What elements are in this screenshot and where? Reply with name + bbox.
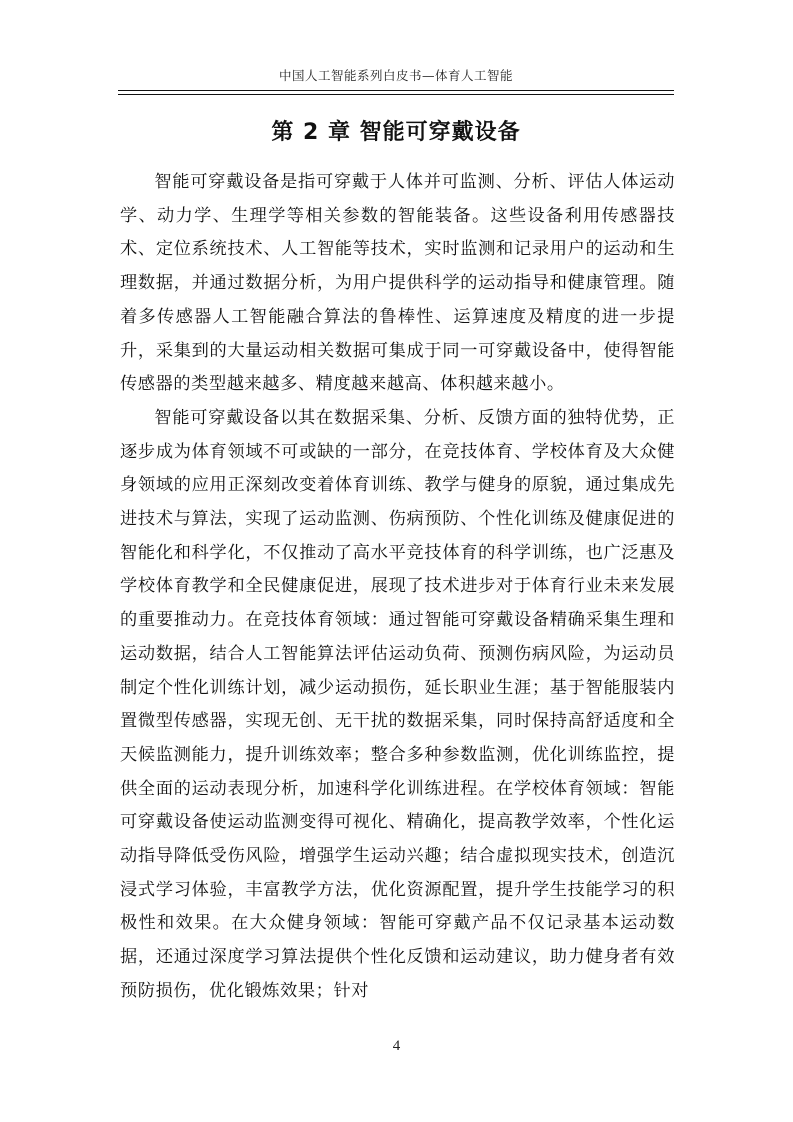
chapter-title: 第 2 章 智能可穿戴设备 [271,120,521,145]
body-text [120,166,675,1009]
page-number: 4 [392,1038,401,1054]
paragraph-applications: 智能可穿戴设备以其在数据采集、分析、反馈方面的独特优势，正逐步成为体育领域不可或缺的一部分，在竞技体育、学校体育及大众健身领域的应用正深刻改变着体育训练、教学与健身的原貌，通过集成先进技术与算法，实现了运动监测、伤病预防、个性化训练及健康促进的智能化和科学化，不仅推动了高水平竞技体育的科学训练，也广泛惠及学校体育教学和全民健康促进，展现了技术进步对于体育行业未来发展的重要推动力。在竞技体育领域：通过智能可穿戴设备精确采集生理和运动数据，结合人工智能算法评估运动负荷、预测伤病风险，为运动员制定个性化训练计划，减少运动损伤，延长职业生涯；基于智能服装内置微型传感器，实现无创、无干扰的数据采集，同时保持高舒适度和全天候监测能力，提升训练效率；整合多种参数监测，优化训练监控，提供全面的运动表现分析，加速科学化训练进程。在学校体育领域：智能可穿戴设备使运动监测变得可视化、精确化，提高教学效率，个性化运动指导降低受伤风险，增强学生运动兴趣；结合虚拟现实技术，创造沉浸式学习体验，丰富教学方法，优化资源配置，提升学生技能学习的积极性和效果。在大众健身领域：智能可穿戴产品不仅记录基本运动数据，还通过深度学习算法提供个性化反馈和运动建议，助力健身者有效预防损伤，优化锻炼效果；针对 [120,407,675,1001]
running-header: 中国人工智能系列白皮书—体育人工智能 [278,68,513,83]
paragraph-intro: 智能可穿戴设备是指可穿戴于人体并可监测、分析、评估人体运动学、动力学、生理学等相关参数的智能装备。这些设备利用传感器技术、定位系统技术、人工智能等技术，实时监测和记录用户的运动和生理数据，并通过数据分析，为用户提供科学的运动指导和健康管理。随着多传感器人工智能融合算法的鲁棒性、运算速度及精度的进一步提升，采集到的大量运动相关数据可集成于同一可穿戴设备中，使得智能传感器的类型越来越多、精度越来越高、体积越来越小。 [120,172,675,395]
header-rule-thin [118,94,674,95]
header-rule-thick [118,90,674,91]
